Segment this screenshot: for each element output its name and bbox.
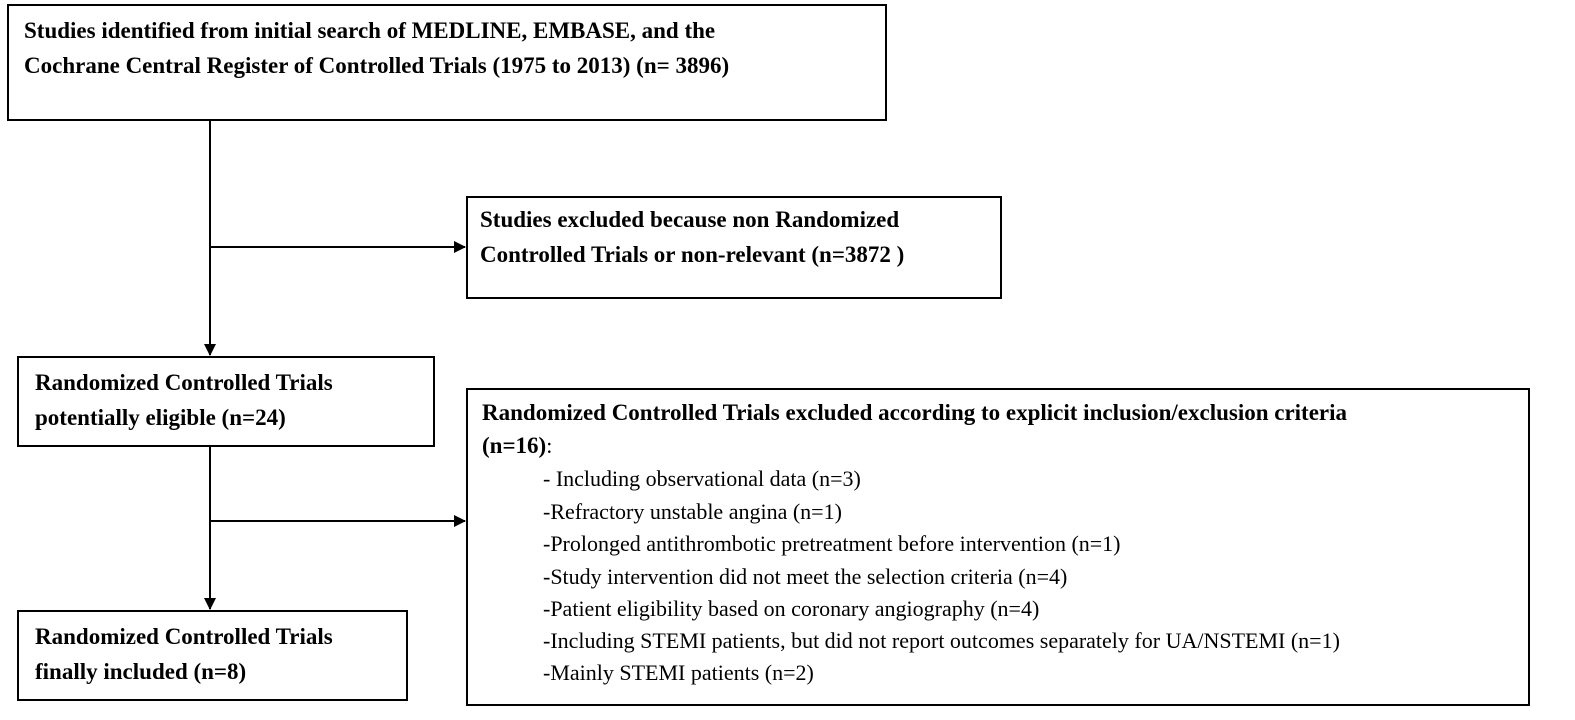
excluded-first-line-2: Controlled Trials or non-relevant (n=3872 ) <box>480 242 905 267</box>
exclusion-reason: -Mainly STEMI patients (n=2) <box>543 660 814 685</box>
excluded-first-line-1: Studies excluded because non Randomized <box>480 207 900 232</box>
exclusion-reason: -Patient eligibility based on coronary angiography (n=4) <box>543 596 1040 621</box>
identified-line-1: Studies identified from initial search of MEDLINE, EMBASE, and the <box>24 18 716 43</box>
exclusion-reason: -Prolonged antithrombotic pretreatment before intervention (n=1) <box>543 531 1121 556</box>
eligible-line-2: potentially eligible (n=24) <box>35 405 286 430</box>
exclusion-reason: -Refractory unstable angina (n=1) <box>543 499 842 524</box>
identified-line-2: Cochrane Central Register of Controlled Trials (1975 to 2013) (n= 3896) <box>24 53 730 78</box>
excluded-second-line-1: Randomized Controlled Trials excluded according to explicit inclusion/exclusion criteria <box>482 400 1348 425</box>
excluded-second-line-2 <box>482 434 552 457</box>
exclusion-reason: - Including observational data (n=3) <box>543 466 861 491</box>
included-line-1: Randomized Controlled Trials <box>35 624 333 649</box>
excluded-second-count: (n=16) <box>482 433 547 458</box>
included-line-2: finally included (n=8) <box>35 659 247 684</box>
eligible-line-1: Randomized Controlled Trials <box>35 370 333 395</box>
exclusion-reason: -Study intervention did not meet the selection criteria (n=4) <box>543 564 1068 589</box>
exclusion-reason: -Including STEMI patients, but did not report outcomes separately for UA/NSTEMI (n=1) <box>543 628 1340 653</box>
excluded-second-colon: : <box>546 433 553 458</box>
